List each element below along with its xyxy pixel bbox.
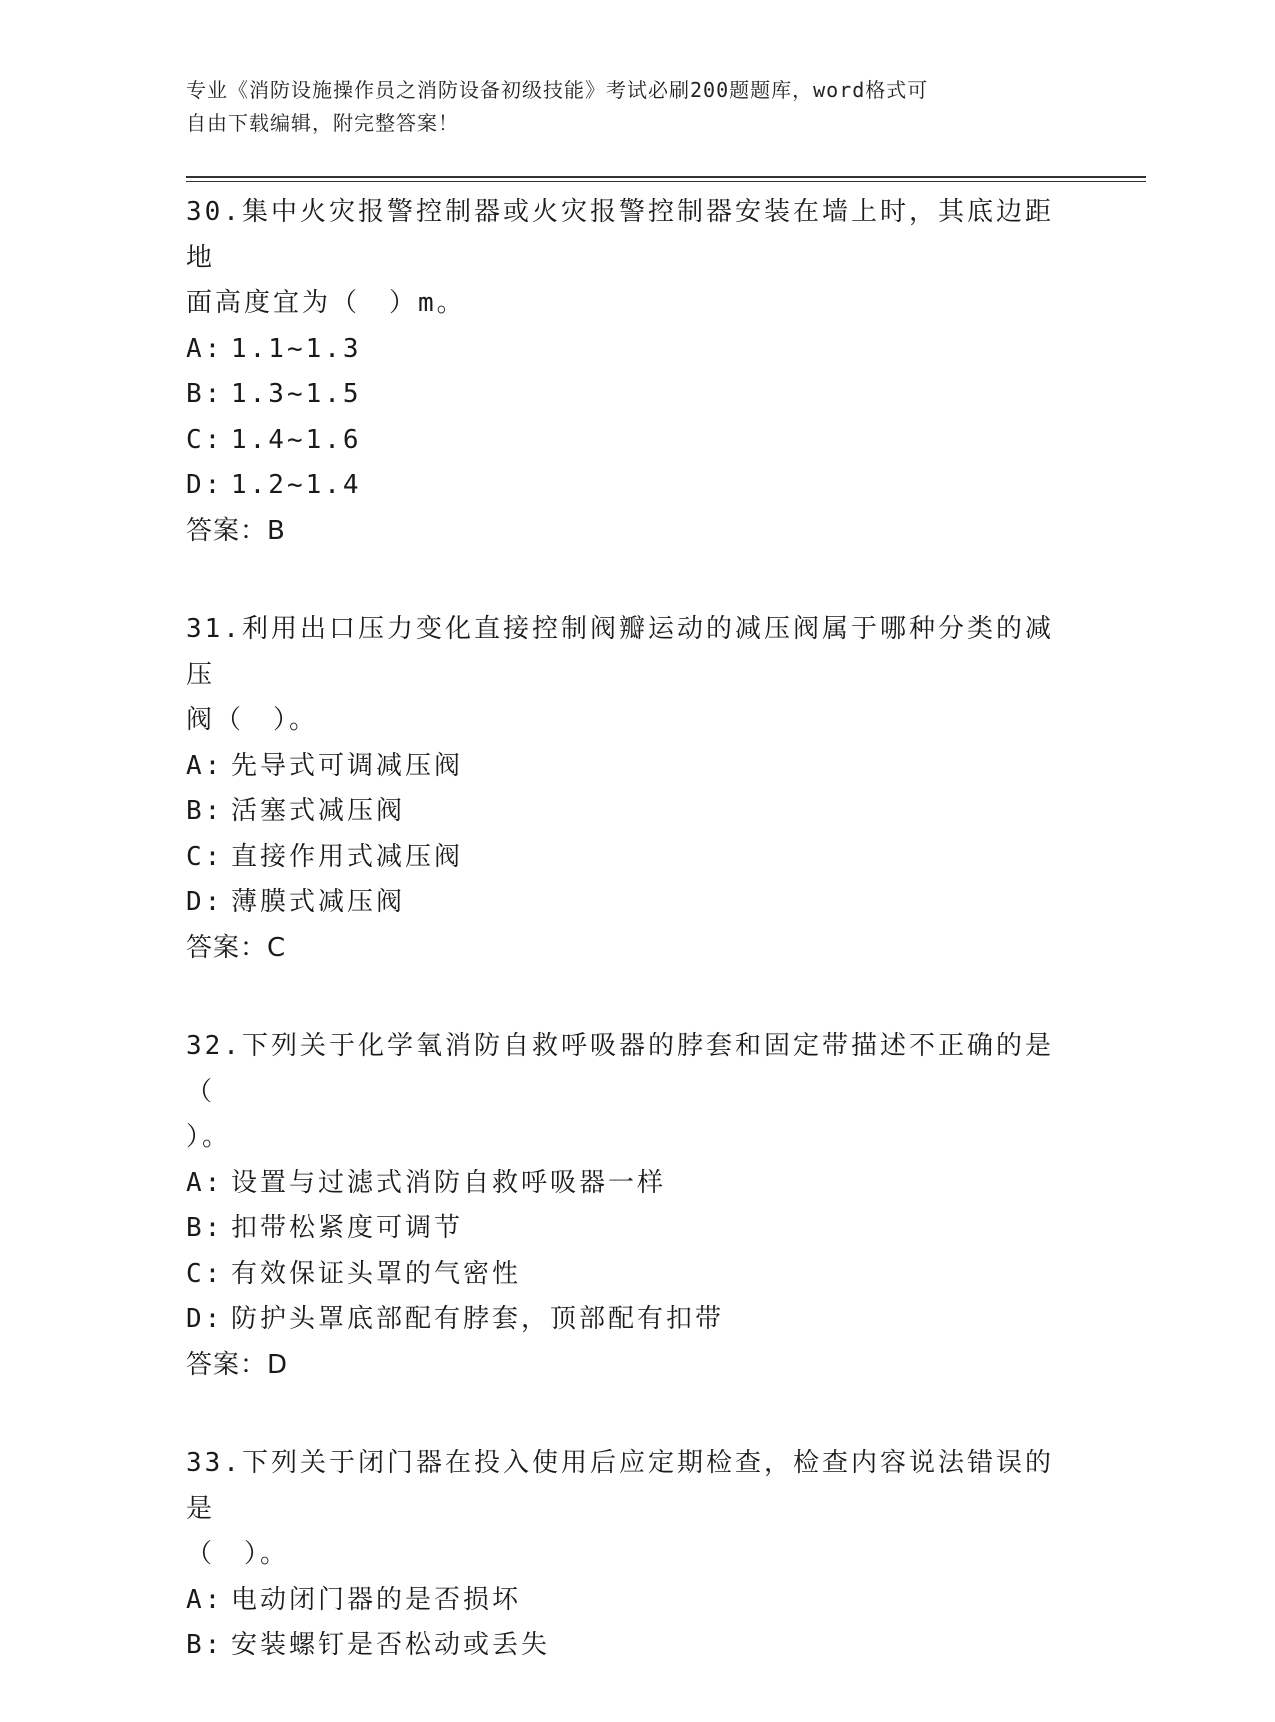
option-d — [186, 463, 1066, 509]
option-text: 有效保证头罩的气密性 — [231, 1258, 522, 1289]
option-c — [186, 418, 1066, 464]
option-key: C: — [186, 1258, 224, 1289]
question-list — [186, 190, 1066, 1722]
option-text: 防护头罩底部配有脖套，顶部配有扣带 — [231, 1304, 725, 1334]
option-text: 先导式可调减压阀 — [231, 750, 464, 781]
option-key: D: — [186, 1304, 224, 1334]
document-header — [186, 74, 1066, 140]
option-key: C: — [186, 424, 224, 455]
question-stem-line-2: （ ）。 — [186, 1539, 290, 1569]
option-c — [186, 1252, 1066, 1298]
option-text: 1.2~1.4 — [231, 470, 362, 500]
option-text: 设置与过滤式消防自救呼吸器一样 — [231, 1167, 667, 1198]
option-text: 薄膜式减压阀 — [231, 887, 406, 917]
option-a — [186, 1578, 1066, 1624]
option-key: A: — [186, 750, 224, 781]
option-key: A: — [186, 1584, 224, 1615]
option-key: A: — [186, 1167, 224, 1198]
question-stem-line-1: 31.利用出口压力变化直接控制阀瓣运动的减压阀属于哪种分类的减压 — [186, 614, 1054, 690]
option-text: 1.1~1.3 — [231, 333, 362, 364]
option-key: C: — [186, 841, 224, 872]
question-stem-line-1: 30.集中火灾报警控制器或火灾报警控制器安装在墙上时，其底边距地 — [186, 197, 1054, 273]
option-text: 扣带松紧度可调节 — [231, 1213, 464, 1243]
option-key: B: — [186, 1630, 224, 1660]
question-30 — [186, 190, 1066, 554]
header-divider-thick — [186, 176, 1146, 178]
question-stem-line-2: 阀（ ）。 — [186, 705, 319, 735]
option-text: 安装螺钉是否松动或丢失 — [231, 1630, 551, 1660]
option-key: D: — [186, 470, 224, 500]
answer-label: 答案：B — [186, 515, 286, 546]
option-a — [186, 1161, 1066, 1207]
header-line-2: 自由下载编辑，附完整答案！ — [186, 111, 459, 135]
option-text: 1.4~1.6 — [231, 424, 362, 455]
question-33 — [186, 1441, 1066, 1669]
option-d — [186, 880, 1066, 926]
option-key: D: — [186, 887, 224, 917]
option-b — [186, 1623, 1066, 1669]
answer-label: 答案：C — [186, 932, 287, 963]
option-b — [186, 372, 1066, 418]
option-text: 直接作用式减压阀 — [231, 841, 464, 872]
question-31 — [186, 607, 1066, 971]
option-text: 电动闭门器的是否损坏 — [231, 1584, 522, 1615]
option-d — [186, 1297, 1066, 1343]
question-32 — [186, 1024, 1066, 1388]
option-key: B: — [186, 1213, 224, 1243]
option-text: 1.3~1.5 — [231, 379, 362, 409]
option-b — [186, 789, 1066, 835]
header-line-1: 专业《消防设施操作员之消防设备初级技能》考试必刷200题题库，word格式可 — [186, 78, 929, 102]
option-text: 活塞式减压阀 — [231, 796, 406, 826]
question-stem-line-1: 32.下列关于化学氧消防自救呼吸器的脖套和固定带描述不正确的是（ — [186, 1031, 1054, 1107]
question-stem-line-2: ）。 — [186, 1122, 232, 1152]
option-c — [186, 835, 1066, 881]
answer-label: 答案：D — [186, 1349, 289, 1380]
option-b — [186, 1206, 1066, 1252]
option-key: A: — [186, 333, 224, 364]
option-key: B: — [186, 796, 224, 826]
option-a — [186, 744, 1066, 790]
question-stem-line-2: 面高度宜为（ ）m。 — [186, 288, 466, 318]
option-a — [186, 327, 1066, 373]
header-divider-thin — [186, 181, 1146, 182]
question-stem-line-1: 33.下列关于闭门器在投入使用后应定期检查，检查内容说法错误的是 — [186, 1448, 1054, 1524]
option-key: B: — [186, 379, 224, 409]
